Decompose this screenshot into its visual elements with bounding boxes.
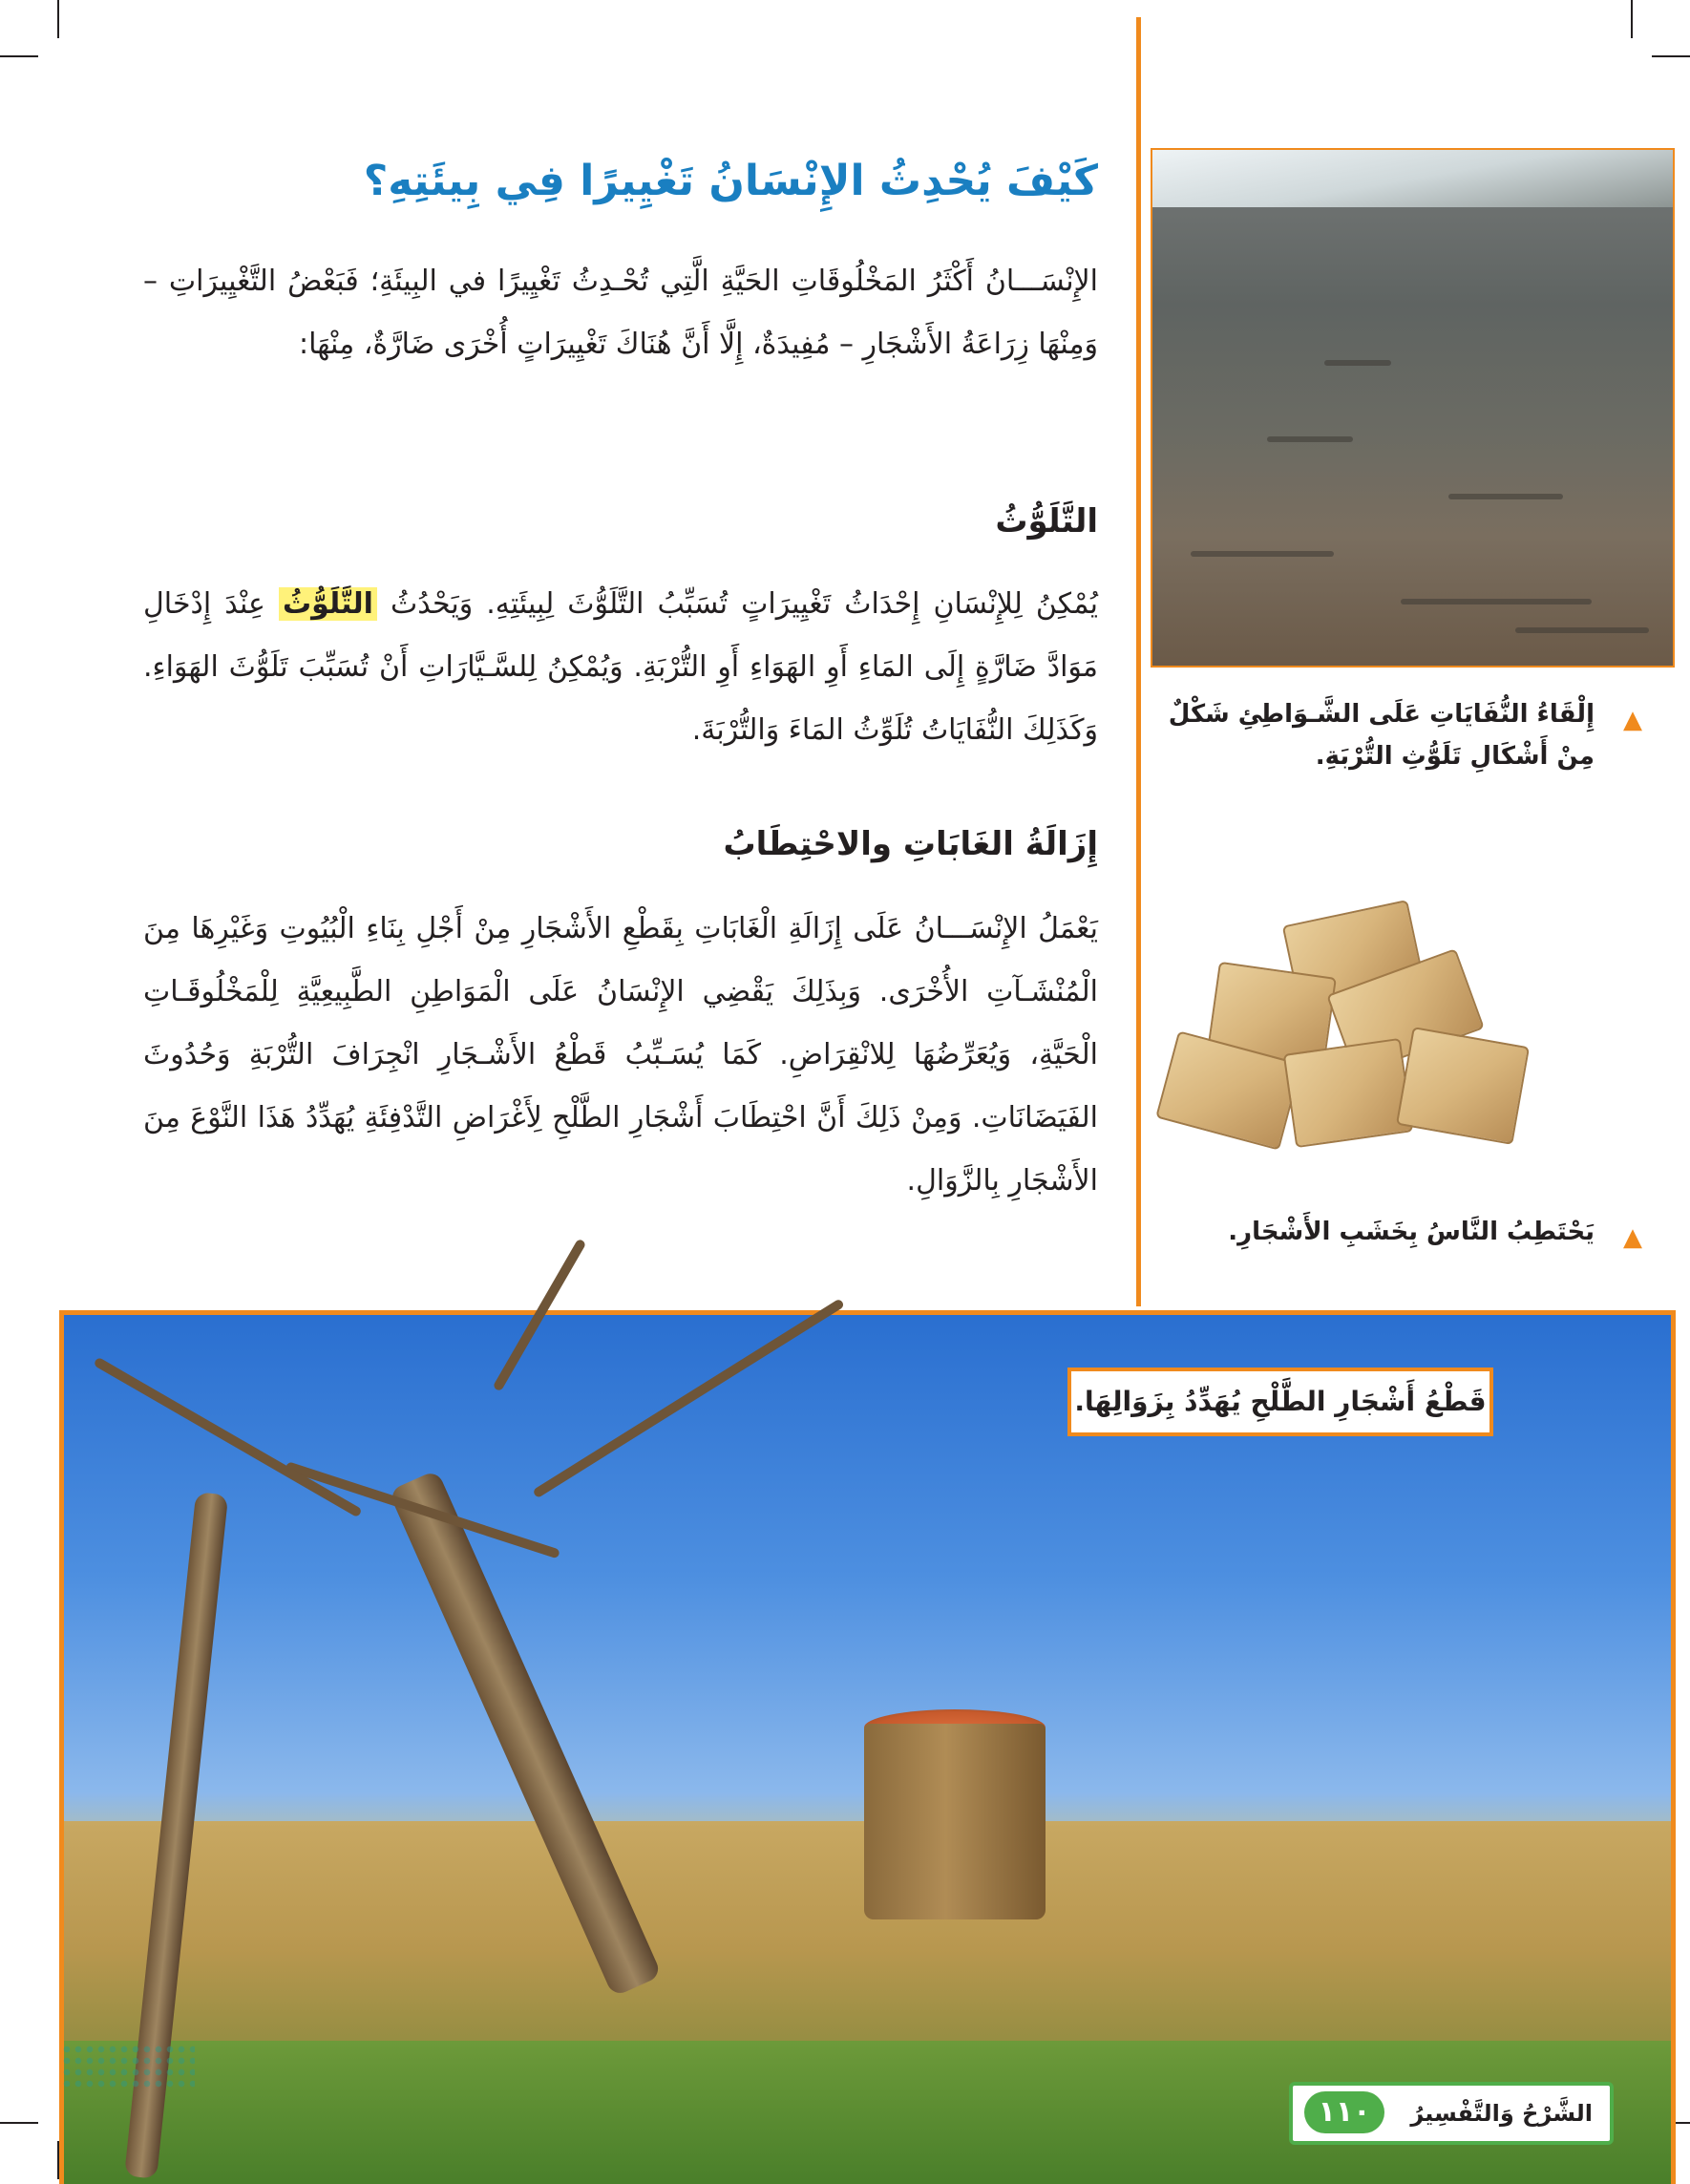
photo-label: قَطْعُ أَشْجَارِ الطَّلْحِ يُهَدِّدُ بِزَوَالِهَا. [1067,1368,1493,1436]
section-title-deforestation: إِزَالَةُ الغَابَاتِ والاحْتِطَابُ [723,825,1098,863]
deforestation-paragraph: يَعْمَلُ الإِنْسَـــانُ عَلَى إِزَالَةِ الْغَابَاتِ بِقَطْعِ الأَشْجَارِ مِنْ أَجْلِ بِنَاءِ الْبُيُوتِ وَغَيْرِهَا مِنَ الْمُنْشَـآتِ الأُخْرَى. وَبِذَلِكَ يَقْضِي الإِنْسَانُ عَلَى الْمَوَاطِنِ الطَّبِيعِيَّةِ لِلْمَخْلُوقَـاتِ الْحَيَّةِ، وَيُعَرِّضُهَا لِلانْقِرَاضِ. كَمَا يُسَـبِّبُ قَطْعُ الأَشْـجَارِ انْجِرَافَ التُّرْبَةِ وَحُدُوثَ الفَيَضَانَاتِ. وَمِنْ ذَلِكَ أَنَّ احْتِطَابَ أَشْجَارِ الطَّلْحِ لِأَغْرَاضِ التَّدْفِئَةِ يُهَدِّدُ هَذَا النَّوْعَ مِنَ الأَشْجَارِ بِالزَّوَالِ. [143,912,1098,1198]
debris [1267,436,1353,442]
pollution-paragraph [143,573,1098,762]
crop-mark [1631,0,1633,38]
crop-mark [1652,55,1690,57]
beach-caption-text: إِلْقَاءُ النُّفَايَاتِ عَلَى الشَّـوَاطِئِ شَكْلٌ مِنْ أَشْكَالِ تَلَوُّثِ التُّرْبَةِ. [1168,700,1595,771]
section-title-pollution: التَّلَوُّثُ [995,502,1098,541]
debris [1324,360,1391,366]
debris [1448,494,1563,499]
caption-triangle-icon: ▲ [1623,1223,1642,1252]
crop-mark [0,55,38,57]
debris [1191,551,1334,557]
debris [1401,599,1592,604]
footer-label: الشَّرْحُ وَالتَّفْسِيرُ [1410,2100,1593,2127]
page-number: ١١٠ [1304,2091,1384,2133]
wood-caption-text: يَحْتَطِبُ النَّاسُ بِخَشَبِ الأَشْجَارِ. [1228,1218,1595,1246]
intro-paragraph: الإِنْسَـــانُ أَكْثَرُ المَخْلُوقَاتِ الحَيَّةِ الَّتِي تُحْـدِثُ تَغْيِيرًا في البِيئَةِ؛ فَبَعْضُ التَّغْيِيرَاتِ – وَمِنْهَا زِرَاعَةُ الأَشْجَارِ – مُفِيدَةٌ، إِلَّا أَنَّ هُنَاكَ تَغْيِيرَاتٍ أُخْرَى ضَارَّةٌ، مِنْهَا: [143,265,1098,361]
tree-stump [864,1724,1046,1919]
highlighted-term: التَّلَوُّثُ [279,587,377,621]
crop-mark [57,0,59,38]
caption-triangle-icon: ▲ [1623,706,1642,734]
wood-caption [1146,1211,1642,1253]
ministry-watermark-logo [61,2044,195,2158]
crop-mark [0,2122,38,2124]
sea-area [1152,150,1673,207]
pollution-text-before: يُمْكِنُ لِلإِنْسَانِ إِحْدَاثُ تَغْيِيرَاتٍ تُسَبِّبُ التَّلَوُّثَ لِبِيئَتِهِ. وَيَحْدُثُ [391,587,1098,621]
log [1396,1027,1530,1145]
column-divider [1136,17,1141,1306]
firewood-photo [1155,902,1528,1160]
pollution-text-after: عِنْدَ إِدْخَالِ مَوَادَّ ضَارَّةٍ إِلَى المَاءِ أَوِ الهَوَاءِ أَوِ التُّرْبَةِ. وَيُمْكِنُ لِلسَّـيَّارَاتِ أَنْ تُسَبِّبَ تَلَوُّثَ الهَوَاءِ. وَكَذَلِكَ النُّفَايَاتُ تُلَوِّثُ المَاءَ وَالتُّرْبَةَ. [143,587,1098,747]
page-heading: كَيْفَ يُحْدِثُ الإِنْسَانُ تَغْيِيرًا فِي بِيئَتِهِ؟ [363,157,1098,205]
debris [1515,627,1649,633]
beach-caption [1146,693,1642,777]
log [1283,1038,1414,1148]
logo-dots [61,2044,195,2091]
beach-litter-photo [1151,148,1675,668]
page-footer [1289,2082,1614,2145]
